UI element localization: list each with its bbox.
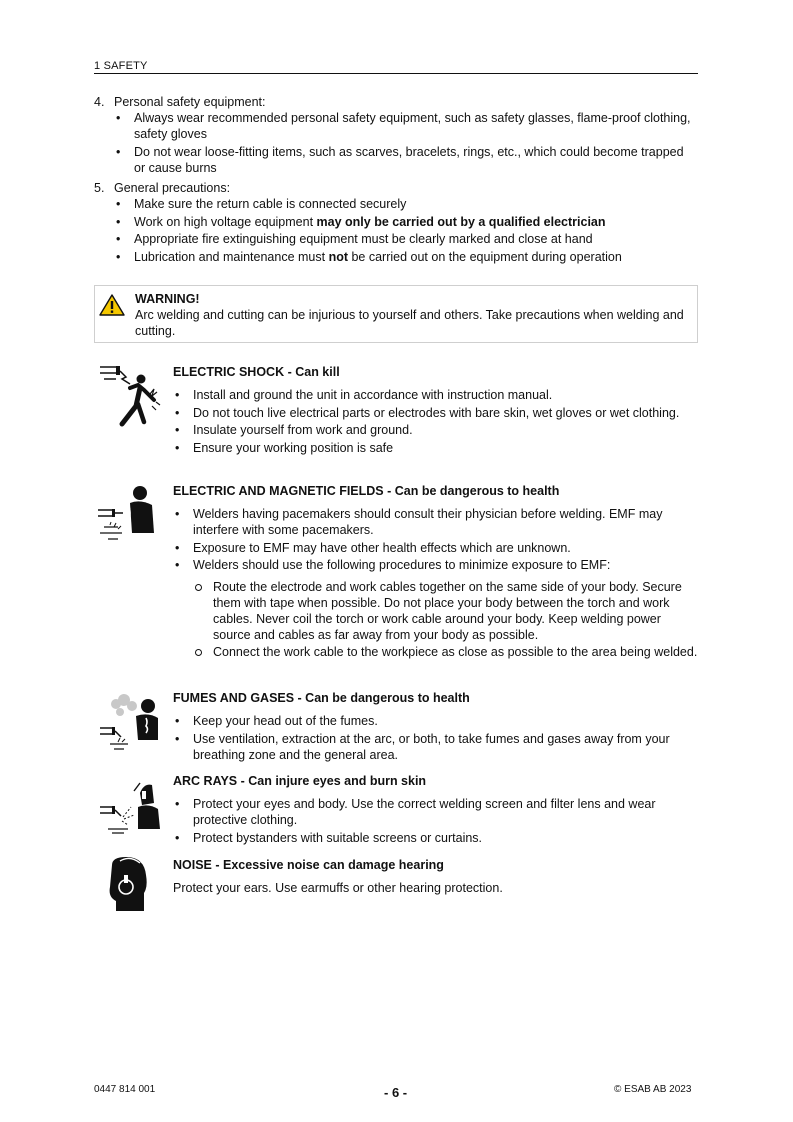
sub-bullet-list [193, 579, 698, 660]
bullet-item: • Keep your head out of the fumes. [173, 713, 698, 729]
hazard-title: FUMES AND GASES - Can be dangerous to health [173, 691, 470, 705]
bullet-text: be carried out on the equipment during operation [348, 249, 622, 264]
personal-safety-section [94, 94, 698, 177]
item-number: 5. [94, 181, 105, 195]
bullet-item [173, 557, 698, 660]
page-number: - 6 - [384, 1085, 408, 1100]
hazard-title: ARC RAYS - Can injure eyes and burn skin [173, 774, 427, 788]
bullet-list [173, 713, 698, 763]
bullet-item: • Protect your eyes and body. Use the correct welding screen and filter lens and wear protective clothing. [173, 796, 698, 828]
hazard-title: ELECTRIC AND MAGNETIC FIELDS - Can be dangerous to health [173, 484, 560, 498]
bullet-item [114, 214, 698, 230]
bullet-list [114, 110, 698, 176]
list-item [94, 180, 698, 265]
bullet-item: • Welders having pacemakers should consult their physician before welding. EMF may interfere with some pacemakers. [173, 506, 698, 538]
bullet-item: • Use ventilation, extraction at the arc, or both, to take fumes and gases away from your breathing zone and the general area. [173, 731, 698, 763]
section-header: 1 SAFETY [94, 60, 698, 74]
bullet-item: • Install and ground the unit in accordance with instruction manual. [173, 387, 698, 403]
bullet-list [173, 796, 698, 846]
bullet-item: • Make sure the return cable is connected securely [114, 196, 698, 212]
hearing-protection-icon [94, 857, 166, 924]
bullet-text: Welders should use the following procedures to minimize exposure to EMF: [193, 558, 611, 572]
warning-title: WARNING! [135, 292, 200, 306]
item-title: General precautions: [114, 181, 231, 195]
general-precautions-section [94, 180, 698, 266]
bullet-item [114, 249, 698, 265]
bullet-item: • Ensure your working position is safe [173, 440, 698, 456]
item-number: 4. [94, 95, 105, 109]
warning-triangle-icon [99, 294, 125, 319]
sub-bullet-item: Connect the work cable to the workpiece as close as possible to the area being welded. [193, 644, 698, 660]
bullet-text: Lubrication and maintenance must [134, 249, 329, 264]
bullet-item: • Appropriate fire extinguishing equipment must be clearly marked and close at hand [114, 231, 698, 247]
warning-text: Arc welding and cutting can be injurious to yourself and others. Take precautions when welding and cutting. [135, 308, 684, 338]
bullet-item: • Protect bystanders with suitable screens or curtains. [173, 830, 698, 846]
bullet-item: • Always wear recommended personal safety equipment, such as safety glasses, flame-proof clothing, safety gloves [114, 110, 698, 142]
document-number: 0447 814 001 [94, 1084, 156, 1095]
hazard-text: Protect your ears. Use earmuffs or other hearing protection. [173, 881, 503, 895]
item-title: Personal safety equipment: [114, 95, 266, 109]
bullet-list [114, 196, 698, 265]
warning-box [94, 285, 698, 343]
bullet-item: • Do not touch live electrical parts or electrodes with bare skin, wet gloves or wet clothing. [173, 405, 698, 421]
electric-shock-icon [94, 364, 166, 431]
bullet-list [173, 506, 698, 660]
bullet-bold-text: may only be carried out by a qualified electrician [316, 214, 606, 229]
copyright: © ESAB AB 2023 [614, 1084, 692, 1095]
sub-bullet-item: Route the electrode and work cables together on the same side of your body. Secure them with tape when possible. Do not place your body between the torch and work cables. Never coil the torch or work cable around your body. Keep welding power source and cables as far away from your body as possible. [193, 579, 698, 643]
bullet-list [173, 387, 698, 456]
bullet-text: Work on high voltage equipment [134, 214, 317, 229]
bullet-bold-text: not [328, 249, 348, 264]
arc-rays-icon [94, 773, 166, 840]
hazard-title: ELECTRIC SHOCK - Can kill [173, 365, 340, 379]
fumes-gases-icon [94, 690, 166, 757]
hazard-title: NOISE - Excessive noise can damage hearing [173, 858, 444, 872]
bullet-item: • Do not wear loose-fitting items, such as scarves, bracelets, rings, etc., which could become trapped or cause burns [114, 144, 698, 176]
list-item [94, 94, 698, 176]
bullet-item: • Insulate yourself from work and ground. [173, 422, 698, 438]
bullet-item: • Exposure to EMF may have other health effects which are unknown. [173, 540, 698, 556]
magnetic-field-icon [94, 483, 166, 550]
